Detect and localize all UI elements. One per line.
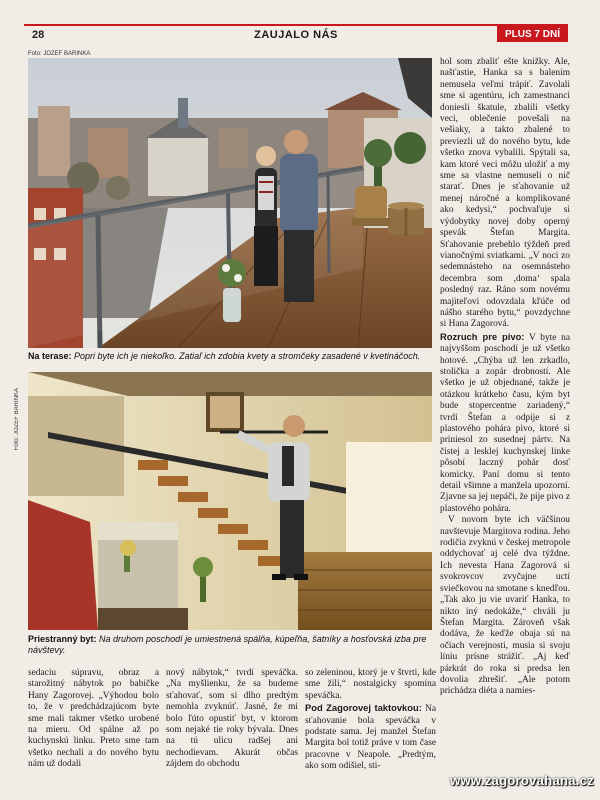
photo-credit-vertical: Foto: JOZEF BARINKA (14, 388, 20, 451)
section-tag: PLUS 7 DNÍ (497, 26, 568, 42)
article-paragraph: V novom byte ich väčšinou navštevuje Margitova rodina. Jeho rodičia zvyknú v českej metropole oddychovať aj celé dva týždne. Ich nevesta Hana Zagorová si svokrovcov zvyčajne uctí sviečkovou na smotane s knedľou. „Tak ako ju vie uvariť Hanka, to nikto iný nedokáže,“ chváli ju Štefan Margita. Zároveň však dodáva, že keďže obaja sú na očiach verejnosti, musia si svoju líniu prísne strážiť. „Aj keď párkrát do roka si predsa len dovolia zhrešiť. „Ale potom prichádza diéta a namies- (440, 515, 570, 697)
terrace-caption (28, 351, 436, 362)
section-title: ZAUJALO NÁS (254, 29, 338, 41)
article-column-right (440, 57, 570, 698)
article-paragraph (305, 702, 436, 772)
subheading: Rozruch pre pivo: (440, 330, 525, 342)
terrace-photo (28, 58, 432, 348)
interior-caption-label: Priestranný byt: (28, 634, 97, 644)
article-paragraph: so zeleninou, ktorý je v štvrti, kde sme žili,“ nostalgicky spomína speváčka. (305, 668, 436, 701)
terrace-caption-label: Na terase: (28, 351, 72, 361)
terrace-photo-image (28, 58, 432, 348)
interior-caption-text: Na druhom poschodí je umiestnená spálňa, kúpeľňa, šatníky a hosťovská izba pre návštevy. (28, 634, 427, 655)
interior-caption (28, 634, 436, 656)
article-text: Na sťahovanie bola speváčka v podstate sama. Jej manžel Štefan Margita bol totiž práve v tom čase pracovne v Neapole. „Predtým, ako som odišiel, sti- (305, 704, 436, 772)
article-paragraph (440, 331, 570, 516)
page-header (24, 24, 568, 42)
article-text: V byte na najvyššom poschodí je už všetko hotové. „Chýba už len zrkadlo, stolička a zopár drobností. Ale všetko je už objednané, takže je otázkou krátkeho času, kým byt bude stopercentne zariadený,“ tvrdí Štefan a odpije si z plastového pohára pivo, ktoré si priniesol zo susednej pártv. Na čistej a lesklej kuchynskej linke pôsobí laczný pohár dosť komicky. Paní domu si tento detail všimne a manžela upozorní. Zjavne sa jej nepáči, že pije pivo z plastového pohára. (440, 332, 570, 514)
subheading: Pod Zagorovej taktovkou: (305, 702, 422, 714)
interior-photo-image (28, 372, 432, 630)
article-paragraph: nový nábytok,“ tvrdí speváčka. „Na myšlienku, že sa budeme sťahovať, som si dlho predtým nemohla zvyknúť. Jasné, že mi bolo ľúto opustiť byt, v ktorom som nejaké tie roky bývala. Dnes na tú ulicu radšej ani nechodievam. Akurát občas zájdem do obchodu (166, 668, 298, 770)
photo-credit: Foto: JOZEF BARINKA (28, 51, 91, 57)
interior-photo (28, 372, 432, 630)
article-column-bottom-2 (166, 668, 298, 771)
article-paragraph: sedaciu súpravu, obraz a starožitný nábytok po babičke Hany Zagorovej. „Výhodou bolo to, že v predchádzajúcom byte sme mali takmer všetko urobené na mieru. Od spálne až po kuchynskú linku. Preto sme tam všetko nechali a do nového bytu nám už dodali (28, 668, 159, 770)
website-watermark: www.zagorovahana.cz (450, 773, 594, 788)
article-column-bottom-1 (28, 668, 159, 771)
article-paragraph: hol som zbaliť ešte knižky. Ale, našťastie, Hanka sa s balením nemusela veľmi trápiť. Zavolali sme si agentúru, ich zamestnanci doniesli škatule, zbalili všetky veci, oblečenie povešali na vešiaky, a takto zbalené to previezli už do nového bytu, kde všetko znova vybalili. Spýtali sa, kam ktoré veci môžu uložiť a my sme sa vlastne nemuseli o nič starať. Dnes je sťahovanie už menej náročné a komplikované ako kedysi,“ pochvaľuje si výdobytky novej doby operný spevák Štefan Margita. Sťahovanie prebehlo týždeň pred vianočnými sviatkami. „V noci zo sedemnásteho na osemnásteho decembra som ,doma‘ spala posledný raz. Ráno som novému majiteľovi odovzdala kľúče od nášho starého bytu,“ povzdychne si Hana Zagorová. (440, 57, 570, 330)
article-column-bottom-3 (305, 668, 436, 773)
page-number: 28 (32, 29, 45, 41)
terrace-caption-text: Popri byte ich je niekoľko. Zatiaľ ich zdobia kvety a stromčeky zasadené v kvetináčoch. (71, 351, 421, 361)
